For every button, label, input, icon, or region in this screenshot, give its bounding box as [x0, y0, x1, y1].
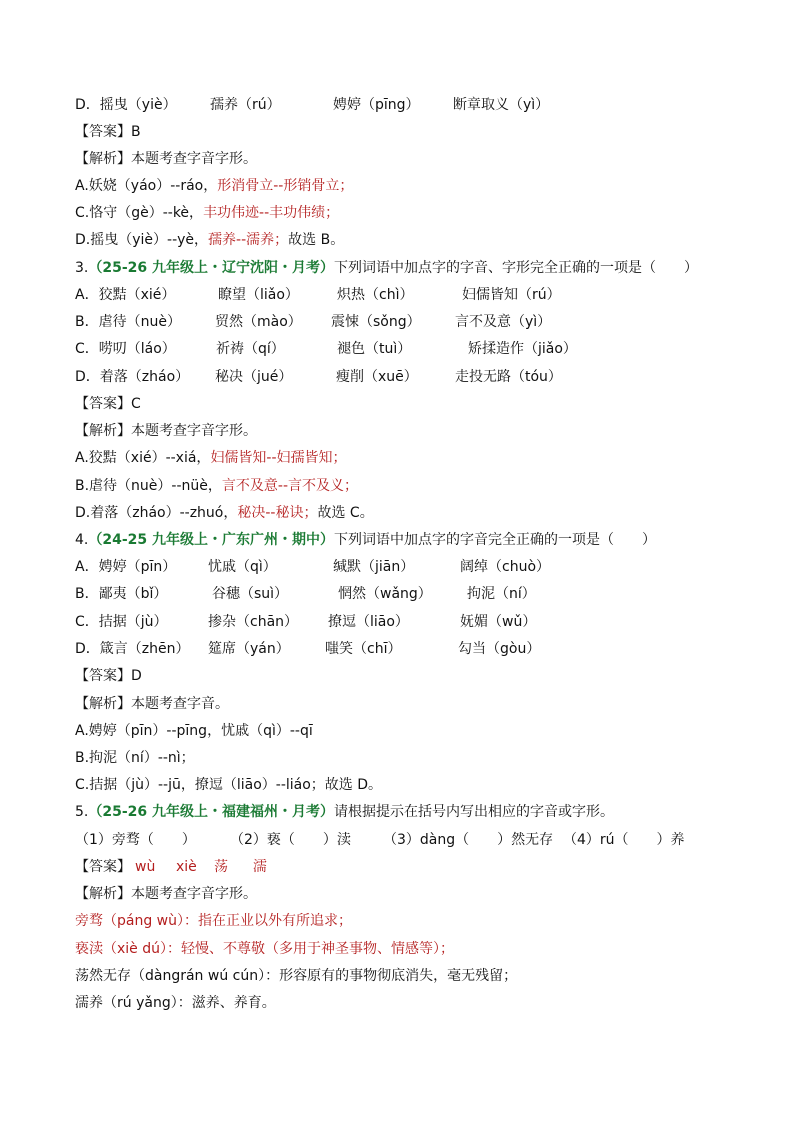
option-text: 娉婷（pīng） [333, 97, 420, 113]
option-text: C．唠叨（láo） [75, 341, 176, 357]
option-text: D．着落（zháo） [75, 369, 190, 385]
q5-explain-3: 荡然无存（dàngrán wú cún）：形容原有的事物彻底消失，毫无残留； [75, 968, 518, 984]
question-source: （24-25 九年级上・广东广州・期中） [88, 532, 335, 548]
option-text: 祈祷（qí） [216, 341, 285, 357]
analysis-text: 本题考查字音。 [131, 696, 229, 712]
analysis-text: 本题考查字音字形。 [131, 151, 257, 167]
option-text: 妇儒皆知（rú） [462, 287, 561, 303]
option-text: 掺杂（chān） [208, 614, 299, 630]
explanation-text: 轻慢、不尊敬（多用于神圣事物、情感等）； [181, 941, 454, 957]
option-text: 贸然（mào） [215, 314, 302, 330]
option-text: 筵席（yán） [208, 641, 290, 657]
analysis-text: A.妖娆（yáo）--ráo， [75, 178, 218, 194]
option-text: D．箴言（zhēn） [75, 641, 190, 657]
question-source: （25-26 九年级上・福建福州・月考） [88, 804, 335, 820]
q5-explain-2 [75, 939, 454, 959]
analysis-text: C.恪守（gè）--kè， [75, 205, 204, 221]
option-text: 矫揉造作（jiǎo） [468, 341, 577, 357]
option-text: C．拮据（jù） [75, 614, 168, 630]
question-stem: 下列词语中加点字的字音完全正确的一项是（ ） [334, 532, 657, 548]
q3-stem [75, 258, 698, 278]
option-text: 缄默（jiān） [333, 559, 415, 575]
answer-value: xiè [176, 859, 197, 875]
q5-explain-4: 濡养（rú yǎng）：滋养、养育。 [75, 995, 276, 1011]
q3-analysis-a [75, 448, 347, 468]
q4-analysis-heading [75, 694, 229, 714]
fill-blank-item: （3）dàng（ ）然无存 [383, 832, 554, 848]
question-number: 4. [75, 532, 89, 548]
option-text: 阔绰（chuò） [460, 559, 551, 575]
explanation-term: 旁骛（páng wù）： [75, 913, 198, 929]
option-text: 嗤笑（chī） [325, 641, 402, 657]
option-text: 瞭望（liǎo） [218, 287, 299, 303]
question-number: 3. [75, 260, 89, 276]
analysis-text: D.着落（zháo）--zhuó， [75, 505, 238, 521]
option-text: 谷穗（suì） [212, 586, 289, 602]
q2-analysis-d [75, 230, 344, 250]
answer-value: 荡 [214, 859, 228, 875]
option-text: 断章取义（yì） [453, 97, 550, 113]
q2-analysis-heading [75, 149, 257, 169]
q4-analysis-a: A.娉婷（pīn）--pīng，忧戚（qì）--qī [75, 723, 313, 739]
option-text: A．娉婷（pīn） [75, 559, 177, 575]
answer-value: 濡 [253, 859, 267, 875]
analysis-text: D.摇曳（yiè）--yè， [75, 232, 209, 248]
option-text: 妩媚（wǔ） [460, 614, 537, 630]
option-text: 惘然（wǎng） [338, 586, 432, 602]
analysis-label: 【解析】 [75, 151, 131, 167]
q3-analysis-b [75, 476, 358, 496]
analysis-correction: 形消骨立--形销骨立； [217, 178, 354, 194]
fill-blank-item: （4）rú（ ）养 [563, 832, 685, 848]
explanation-term: 亵渎（xiè dú）： [75, 941, 181, 957]
option-text: D．摇曳（yiè） [75, 97, 177, 113]
q3-analysis-heading [75, 421, 257, 441]
analysis-correction: 秘决--秘诀； [237, 505, 318, 521]
analysis-label: 【解析】 [75, 696, 131, 712]
option-text: 秘决（jué） [215, 369, 293, 385]
analysis-text: B.虐待（nuè）--nüè， [75, 478, 222, 494]
option-text: 勾当（gòu） [458, 641, 541, 657]
analysis-correction: 丰功伟迹--丰功伟绩； [203, 205, 340, 221]
q4-answer: 【答案】D [75, 668, 142, 684]
explanation-text: 指在正业以外有所追求； [198, 913, 352, 929]
question-stem: 请根据提示在括号内写出相应的字音或字形。 [334, 804, 615, 820]
q5-stem [75, 802, 614, 822]
option-text: 拘泥（ní） [467, 586, 536, 602]
q3-answer: 【答案】C [75, 396, 141, 412]
option-text: 孺养（rú） [210, 97, 281, 113]
answer-value: wù [135, 859, 156, 875]
question-number: 5. [75, 804, 89, 820]
fill-blank-item: （2）亵（ ）渎 [230, 832, 351, 848]
q5-analysis-heading [75, 884, 257, 904]
question-stem: 下列词语中加点字的字音、字形完全正确的一项是（ ） [334, 260, 699, 276]
option-text: B．虐待（nuè） [75, 314, 181, 330]
analysis-text: A.狡黠（xié）--xiá， [75, 450, 211, 466]
analysis-text: 故选 C。 [317, 505, 374, 521]
q3-analysis-d [75, 503, 374, 523]
q4-analysis-b: B.拘泥（ní）--nì； [75, 750, 195, 766]
answer-label: 【答案】 [75, 859, 131, 875]
option-text: 褪色（tuì） [337, 341, 412, 357]
q5-explain-1 [75, 911, 352, 931]
q4-stem [75, 530, 656, 550]
fill-blank-item: （1）旁骛（ ） [75, 832, 196, 848]
option-text: B．鄙夷（bǐ） [75, 586, 168, 602]
analysis-correction: 言不及意--言不及义； [221, 478, 358, 494]
option-text: 瘦削（xuē） [336, 369, 418, 385]
analysis-correction: 妇儒皆知--妇孺皆知； [210, 450, 347, 466]
option-text: 炽热（chì） [337, 287, 414, 303]
analysis-text: 本题考查字音字形。 [131, 886, 257, 902]
option-text: 走投无路（tóu） [455, 369, 562, 385]
analysis-text: 本题考查字音字形。 [131, 423, 257, 439]
option-text: 撩逗（liāo） [328, 614, 409, 630]
analysis-label: 【解析】 [75, 423, 131, 439]
analysis-text: 故选 B。 [288, 232, 345, 248]
analysis-label: 【解析】 [75, 886, 131, 902]
q2-analysis-c [75, 203, 339, 223]
option-text: 忧戚（qì） [208, 559, 277, 575]
option-text: A．狡黠（xié） [75, 287, 176, 303]
q2-answer: 【答案】B [75, 124, 141, 140]
question-source: （25-26 九年级上・辽宁沈阳・月考） [88, 260, 335, 276]
q4-analysis-c: C.拮据（jù）--jū，撩逗（liāo）--liáo；故选 D。 [75, 777, 383, 793]
analysis-correction: 孺养--濡养； [208, 232, 289, 248]
q2-analysis-a [75, 176, 353, 196]
option-text: 言不及意（yì） [455, 314, 552, 330]
option-text: 震悚（sǒng） [331, 314, 421, 330]
